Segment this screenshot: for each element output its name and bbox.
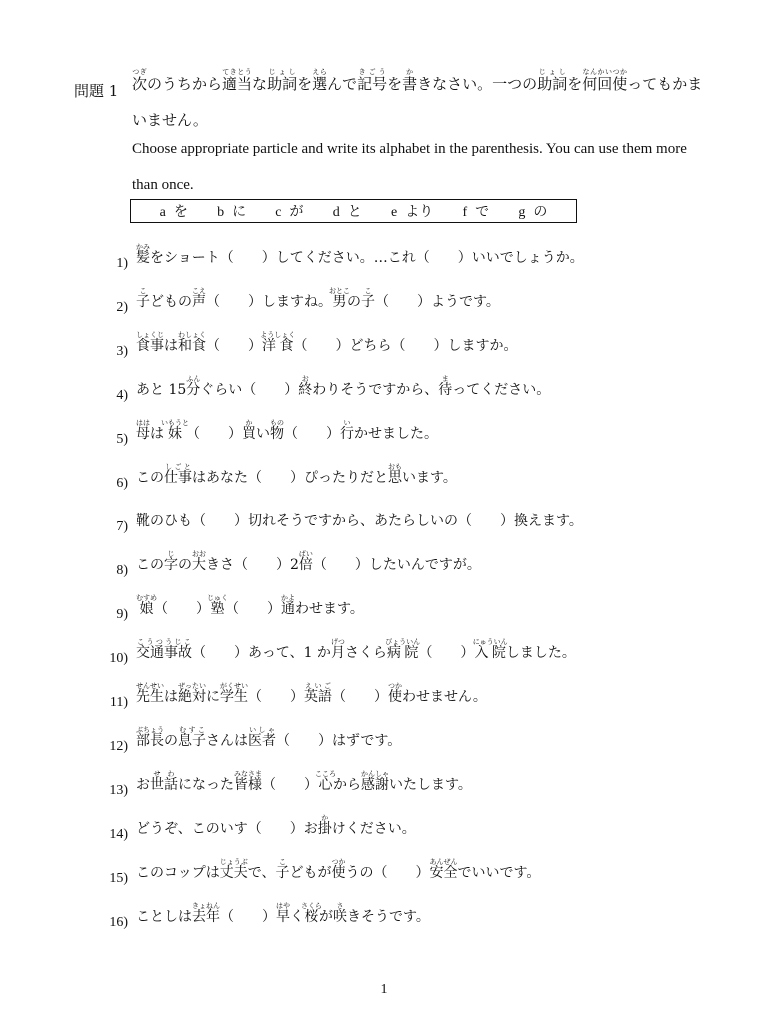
question-number: 3) (116, 343, 128, 359)
question-sentence (136, 507, 583, 535)
question-item (90, 681, 730, 711)
instruction-english: Choose appropriate particle and write its alphabet in the parenthesis. You can use them more than once. (132, 141, 687, 193)
question-kanji-with-furigana: 英語えいご (304, 682, 332, 705)
question-text: 靴のひも（ ）切れそうですから、あたらしいの（ ）換えます。 (136, 513, 583, 530)
question-text: このコップは (136, 864, 220, 881)
page-number: 1 (380, 982, 388, 997)
question-text: （ ）はずです。 (276, 732, 402, 749)
question-text: い (256, 425, 270, 442)
question-kanji-with-furigana: 妹いもうと (161, 418, 189, 442)
choice-particle: の (533, 204, 548, 220)
question-item (90, 901, 730, 931)
question-item (90, 725, 730, 755)
particle-choice-box (130, 199, 577, 223)
question-furigana: せんせい (136, 682, 164, 690)
particle-choice-d (333, 201, 362, 221)
question-text: から (333, 776, 361, 793)
question-furigana: かよ (281, 594, 295, 603)
choice-letter: g (518, 205, 526, 220)
question-text: （ ）したいんですが。 (312, 557, 481, 574)
instruction-furigana: じょし (267, 68, 298, 76)
instruction-text: な (252, 75, 268, 93)
question-kanji-with-furigana: 終お (298, 374, 313, 398)
question-furigana: えいご (304, 682, 332, 690)
question-kanji-with-furigana: 娘むすめ (136, 594, 157, 618)
question-kanji-with-furigana: 男おとこ (329, 286, 350, 310)
question-text: は (164, 689, 178, 705)
question-text: この (136, 557, 164, 574)
question-text: （ ）どちら（ ）しますか。 (293, 337, 518, 354)
question-furigana: さくら (301, 901, 322, 910)
question-text: ことしは (136, 908, 192, 925)
question-text: ってください。 (452, 381, 551, 398)
question-number: 8) (116, 563, 128, 579)
question-furigana: げつ (330, 638, 345, 647)
question-furigana: お (298, 374, 313, 383)
question-sentence (136, 287, 500, 316)
question-kanji-with-furigana: 入院にゅういん (472, 638, 508, 662)
question-furigana: しごと (164, 462, 192, 471)
instruction-kanji-with-furigana: 選えら (312, 68, 328, 93)
question-furigana: おとこ (329, 286, 350, 295)
question-sentence (136, 858, 540, 887)
question-furigana: ふん (186, 374, 201, 383)
question-text: をショート（ ）してください。…これ（ ）いいでしょうか。 (150, 250, 584, 266)
question-sentence (136, 419, 438, 448)
question-kanji-with-furigana: 字じ (164, 550, 178, 574)
question-furigana: ま (438, 374, 453, 383)
question-furigana: あんぜん (429, 857, 458, 866)
instruction-kanji-with-furigana: 適当てきとう (222, 68, 253, 93)
question-sentence (136, 331, 518, 360)
question-kanji-with-furigana: 待ま (438, 374, 453, 398)
question-furigana: がくせい (220, 682, 248, 690)
question-kanji-with-furigana: 先生せんせい (136, 682, 164, 705)
question-text: ぐらい（ ） (200, 381, 299, 398)
question-kanji-with-furigana: 皆様みなさま (234, 769, 262, 793)
question-text: （ ）あって、1 か (192, 645, 331, 662)
question-furigana: みなさま (234, 769, 262, 778)
question-furigana: いもうと (161, 418, 189, 427)
question-number: 5) (116, 431, 128, 447)
question-furigana: じゅく (207, 594, 228, 603)
instruction-japanese (132, 66, 712, 138)
question-furigana: じょうぶ (219, 857, 248, 866)
question-furigana: もの (270, 418, 284, 427)
question-kanji-with-furigana: 母はは (136, 418, 150, 442)
question-kanji-with-furigana: 子こ (275, 857, 290, 881)
question-kanji-with-furigana: 使つか (388, 682, 402, 705)
question-furigana: むすこ (178, 725, 206, 734)
question-text: います。 (402, 469, 457, 486)
question-text: わせません。 (402, 689, 487, 705)
instruction-text: を (387, 75, 403, 93)
question-item (90, 286, 730, 316)
instruction-kanji-with-furigana: 助詞じょし (267, 68, 298, 93)
choice-particle: より (405, 204, 434, 220)
instruction-furigana: えら (312, 68, 328, 76)
instruction-text: きなさい。一つの (417, 75, 538, 93)
question-text: （ ） (220, 908, 276, 925)
instruction-furigana: てきとう (222, 68, 253, 76)
question-number: 12) (109, 738, 128, 754)
question-kanji-with-furigana: 医者いしゃ (248, 725, 276, 749)
question-text: の (178, 557, 192, 574)
instruction-text: ってもかまいません。 (132, 75, 703, 129)
question-kanji-with-furigana: 行い (340, 418, 354, 442)
question-text: （ ） (284, 425, 340, 442)
question-item (90, 549, 730, 579)
question-text: （ ）しますね。 (206, 293, 332, 310)
question-sentence (136, 463, 457, 492)
question-item (90, 462, 730, 492)
choice-letter: f (462, 205, 468, 220)
question-number: 1) (116, 256, 128, 271)
question-kanji-with-furigana: 息子むすこ (178, 725, 206, 749)
question-text: きさ（ ）2 (206, 557, 299, 574)
question-kanji-with-furigana: 物もの (270, 418, 284, 442)
question-kanji-with-furigana: 咲さ (333, 901, 347, 925)
question-furigana: はや (276, 901, 290, 910)
choice-letter: c (275, 205, 282, 220)
question-furigana: こうつうじこ (136, 638, 192, 647)
instruction-kanji-with-furigana: 次つぎ (132, 68, 148, 93)
particle-choice-e (391, 201, 433, 221)
question-text: （ ） (262, 776, 318, 793)
question-text: はあなた（ ）ぴったりだと (192, 469, 388, 486)
question-text: （ ） (332, 689, 388, 705)
question-kanji-with-furigana: 使つか (331, 857, 346, 881)
question-sentence (136, 902, 430, 931)
instruction-furigana: つぎ (132, 68, 148, 76)
question-furigana: おも (388, 462, 402, 471)
question-item (90, 813, 730, 843)
question-number: 7) (116, 519, 128, 535)
question-number: 4) (116, 387, 128, 403)
choice-particle: と (347, 204, 362, 220)
question-number: 15) (109, 870, 128, 886)
question-sentence (136, 682, 487, 711)
question-kanji-with-furigana: 大おお (192, 550, 206, 574)
instruction-kanji-with-furigana: 何回なんかい (582, 68, 613, 93)
question-kanji-with-furigana: 去年きょねん (192, 901, 220, 925)
question-text: になった (178, 776, 234, 793)
question-kanji-with-furigana: 子こ (136, 286, 150, 310)
question-furigana: いしゃ (248, 725, 276, 734)
question-kanji-with-furigana: 掛か (317, 813, 332, 837)
choice-particle: を (173, 204, 188, 220)
question-text: どもが (289, 864, 332, 881)
question-text: でいいです。 (457, 864, 541, 881)
question-item (90, 505, 730, 535)
question-text: （ ）ようです。 (375, 293, 500, 310)
question-text: で、 (247, 864, 276, 881)
question-kanji-with-furigana: 早はや (276, 901, 290, 925)
instruction-text: のうちから (147, 75, 223, 93)
question-text: く (290, 908, 304, 925)
instruction-furigana: きごう (357, 68, 388, 76)
particle-choice-c (275, 201, 303, 221)
question-text: どうぞ、このいす（ ）お (136, 820, 318, 837)
question-kanji-with-furigana: 買か (242, 418, 256, 442)
question-text: かせました。 (354, 425, 438, 442)
question-kanji-with-furigana: 桜さくら (301, 901, 322, 925)
choice-particle: が (289, 204, 304, 220)
question-sentence (136, 726, 401, 755)
instruction-text: んで (327, 75, 358, 93)
question-sentence (136, 814, 416, 843)
question-kanji-with-furigana: 部長ぶちょう (136, 725, 164, 749)
question-furigana: こえ (192, 286, 206, 295)
question-furigana: ようしょく (260, 330, 296, 339)
question-furigana: むすめ (136, 594, 157, 603)
question-furigana: つか (331, 857, 346, 866)
question-kanji-with-furigana: 和食わしょく (178, 330, 206, 354)
question-text: （ ） (206, 337, 262, 354)
question-item (90, 857, 730, 887)
question-text: この (136, 469, 164, 486)
instruction-kanji-with-furigana: 使つか (612, 68, 628, 93)
question-kanji-with-furigana: 通かよ (281, 594, 295, 618)
choice-letter: b (217, 205, 225, 220)
question-text: わせます。 (295, 601, 364, 618)
question-item (90, 330, 730, 360)
question-text: いたします。 (389, 776, 472, 793)
question-number: 10) (109, 651, 128, 667)
question-number: 9) (116, 607, 128, 623)
question-kanji-with-furigana: 倍ばい (298, 550, 313, 574)
question-kanji-with-furigana: 月げつ (330, 638, 345, 662)
choice-letter: e (390, 205, 398, 220)
choice-particle: に (232, 204, 247, 220)
question-kanji-with-furigana: 洋食ようしょく (260, 330, 296, 354)
question-number: 14) (109, 826, 128, 842)
particle-choice-b (217, 201, 246, 221)
instruction-furigana: か (402, 68, 418, 76)
question-item (90, 242, 730, 272)
choice-particle: で (475, 204, 490, 220)
particle-choice-f (462, 201, 489, 221)
question-sentence (136, 550, 481, 579)
question-furigana: こ (136, 286, 150, 295)
question-sentence (136, 594, 364, 623)
problem-label: 問題 1 (74, 82, 119, 100)
question-kanji-with-furigana: 塾じゅく (207, 594, 228, 618)
question-furigana: か (317, 813, 332, 822)
question-furigana: さ (333, 901, 347, 910)
choice-letter: a (159, 205, 166, 220)
particle-choice-g (518, 201, 547, 221)
question-kanji-with-furigana: 思おも (388, 462, 402, 486)
question-kanji-with-furigana: 感謝かんしゃ (361, 769, 389, 793)
question-text: あと 15 (136, 381, 187, 398)
question-furigana: こころ (315, 769, 336, 778)
question-text: わりそうですから、 (312, 381, 439, 398)
question-kanji-with-furigana: 子こ (361, 286, 375, 310)
question-text: きそうです。 (347, 908, 430, 925)
choice-letter: d (332, 205, 340, 220)
question-furigana: にゅういん (472, 638, 508, 647)
question-kanji-with-furigana: 学生がくせい (220, 682, 248, 705)
question-sentence (136, 375, 550, 404)
question-text: （ ） (154, 601, 210, 618)
question-text: さくら (344, 645, 387, 662)
question-furigana: きょねん (192, 901, 220, 910)
instruction-furigana: つか (612, 68, 628, 76)
question-kanji-with-furigana: 心こころ (315, 769, 336, 793)
question-kanji-with-furigana: 世話せわ (150, 769, 178, 793)
question-text: けください。 (331, 820, 416, 837)
question-text: （ ） (418, 645, 475, 662)
question-furigana: つか (388, 682, 402, 690)
question-furigana: しょくじ (136, 330, 164, 339)
question-furigana: せわ (150, 769, 178, 778)
question-furigana: おお (192, 550, 206, 559)
question-furigana: はは (136, 418, 150, 427)
question-furigana: わしょく (178, 330, 206, 339)
question-sentence (136, 638, 576, 667)
question-kanji-with-furigana: 安全あんぜん (429, 857, 458, 881)
instruction-furigana: じょし (537, 68, 568, 76)
question-furigana: か (242, 418, 256, 427)
question-text: は (150, 425, 164, 442)
question-item (90, 418, 730, 448)
question-furigana: ぜったい (178, 682, 206, 690)
question-kanji-with-furigana: 丈夫じょうぶ (219, 857, 248, 881)
question-furigana: ぶちょう (136, 725, 164, 734)
question-furigana: じ (164, 550, 178, 559)
question-text: お (136, 776, 150, 793)
question-furigana: ばい (298, 550, 313, 559)
instruction-kanji-with-furigana: 記号きごう (357, 68, 388, 93)
instruction-kanji-with-furigana: 書か (402, 68, 418, 93)
question-item (90, 637, 730, 667)
question-text: どもの (150, 293, 192, 310)
question-text: は (164, 337, 178, 354)
question-number: 6) (116, 475, 128, 491)
question-kanji-with-furigana: 声こえ (192, 286, 206, 310)
instruction-furigana: なんかい (582, 68, 613, 76)
question-kanji-with-furigana: 分ふん (186, 374, 201, 398)
instruction-kanji-with-furigana: 助詞じょし (537, 68, 568, 93)
question-kanji-with-furigana: 食事しょくじ (136, 330, 164, 354)
question-kanji-with-furigana: 髪かみ (136, 243, 150, 266)
particle-choice-a (160, 201, 188, 221)
question-furigana: こ (275, 857, 290, 866)
question-text: しました。 (505, 645, 576, 662)
question-furigana: かみ (136, 243, 150, 251)
question-item (90, 593, 730, 623)
question-text: の (164, 732, 178, 749)
question-text: （ ） (186, 425, 242, 442)
question-text: うの（ ） (345, 864, 430, 881)
question-furigana: こ (361, 286, 375, 295)
question-item (90, 374, 730, 404)
question-number: 16) (109, 914, 128, 930)
question-furigana: かんしゃ (361, 769, 389, 778)
question-kanji-with-furigana: 交通事故こうつうじこ (136, 638, 192, 662)
question-text: （ ） (225, 601, 281, 618)
question-sentence (136, 243, 584, 272)
question-text: が (319, 908, 333, 925)
question-number: 13) (109, 782, 128, 798)
question-number: 2) (116, 299, 128, 315)
question-sentence (136, 770, 472, 799)
question-text: に (206, 689, 220, 705)
question-kanji-with-furigana: 絶対ぜったい (178, 682, 206, 705)
question-number: 11) (109, 695, 128, 710)
question-kanji-with-furigana: 病院びょういん (385, 638, 421, 662)
question-furigana: い (340, 418, 354, 427)
question-text: （ ） (248, 689, 304, 705)
question-kanji-with-furigana: 仕事しごと (164, 462, 192, 486)
question-item (90, 769, 730, 799)
question-text: さんは (206, 732, 248, 749)
instruction-text: を (297, 75, 313, 93)
instruction-text: を (567, 75, 583, 93)
question-furigana: びょういん (385, 638, 421, 647)
question-text: の (347, 293, 361, 310)
